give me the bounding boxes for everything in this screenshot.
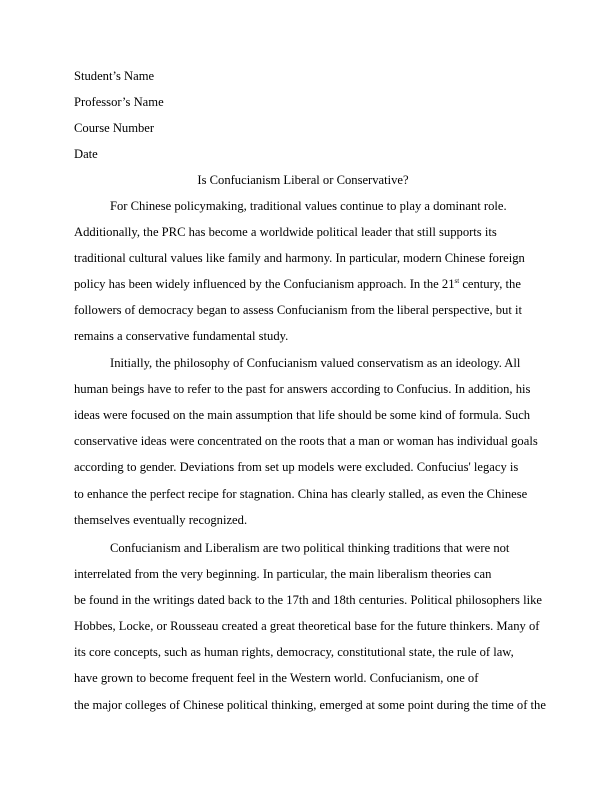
paragraph-2-line-2: human beings have to refer to the past for answers according to Confucius. In addition, his xyxy=(74,382,531,396)
paragraph-1-line-4-tail: century, the xyxy=(459,277,521,291)
course-number: Course Number xyxy=(74,121,155,135)
paragraph-3-line-7: the major colleges of Chinese political thinking, emerged at some point during the time of the xyxy=(74,698,546,712)
paragraph-3-line-4: Hobbes, Locke, or Rousseau created a great theoretical base for the future thinkers. Many of xyxy=(74,619,540,633)
paragraph-3-line-6: have grown to become frequent feel in the Western world. Confucianism, one of xyxy=(74,671,479,685)
professor-name: Professor’s Name xyxy=(74,95,164,109)
paragraph-3-line-2: interrelated from the very beginning. In particular, the main liberalism theories can xyxy=(74,567,492,581)
essay-title: Is Confucianism Liberal or Conservative? xyxy=(197,173,409,187)
paragraph-2-line-7: themselves eventually recognized. xyxy=(74,513,248,527)
paragraph-2-line-1: Initially, the philosophy of Confucianism valued conservatism as an ideology. All xyxy=(110,356,521,370)
paragraph-3-line-1: Confucianism and Liberalism are two political thinking traditions that were not xyxy=(110,541,510,555)
paragraph-3-line-3: be found in the writings dated back to the 17th and 18th centuries. Political philosophers like xyxy=(74,593,542,607)
paragraph-1-line-4 xyxy=(74,276,544,292)
superscript-st: st xyxy=(454,277,460,285)
paragraph-1-line-2: Additionally, the PRC has become a worldwide political leader that still supports its xyxy=(74,225,497,239)
paragraph-3-line-5: its core concepts, such as human rights, democracy, constitutional state, the rule of law, xyxy=(74,645,514,659)
date: Date xyxy=(74,147,98,161)
paragraph-1-line-4-text: policy has been widely influenced by the Confucianism approach. In the 21 xyxy=(74,277,455,291)
paragraph-2-line-4: conservative ideas were concentrated on the roots that a man or woman has individual goals xyxy=(74,434,538,448)
paragraph-2-line-3: ideas were focused on the main assumption that life should be some kind of formula. Such xyxy=(74,408,531,422)
paragraph-2-line-5: according to gender. Deviations from set up models were excluded. Confucius' legacy is xyxy=(74,460,519,474)
paragraph-2-line-6: to enhance the perfect recipe for stagnation. China has clearly stalled, as even the Chinese xyxy=(74,487,528,501)
paragraph-1-line-5: followers of democracy began to assess Confucianism from the liberal perspective, but it xyxy=(74,303,522,317)
student-name: Student’s Name xyxy=(74,69,155,83)
paragraph-1-line-1: For Chinese policymaking, traditional values continue to play a dominant role. xyxy=(110,199,507,213)
paragraph-1-line-3: traditional cultural values like family and harmony. In particular, modern Chinese foreign xyxy=(74,251,525,265)
paragraph-1-line-6: remains a conservative fundamental study. xyxy=(74,329,289,343)
